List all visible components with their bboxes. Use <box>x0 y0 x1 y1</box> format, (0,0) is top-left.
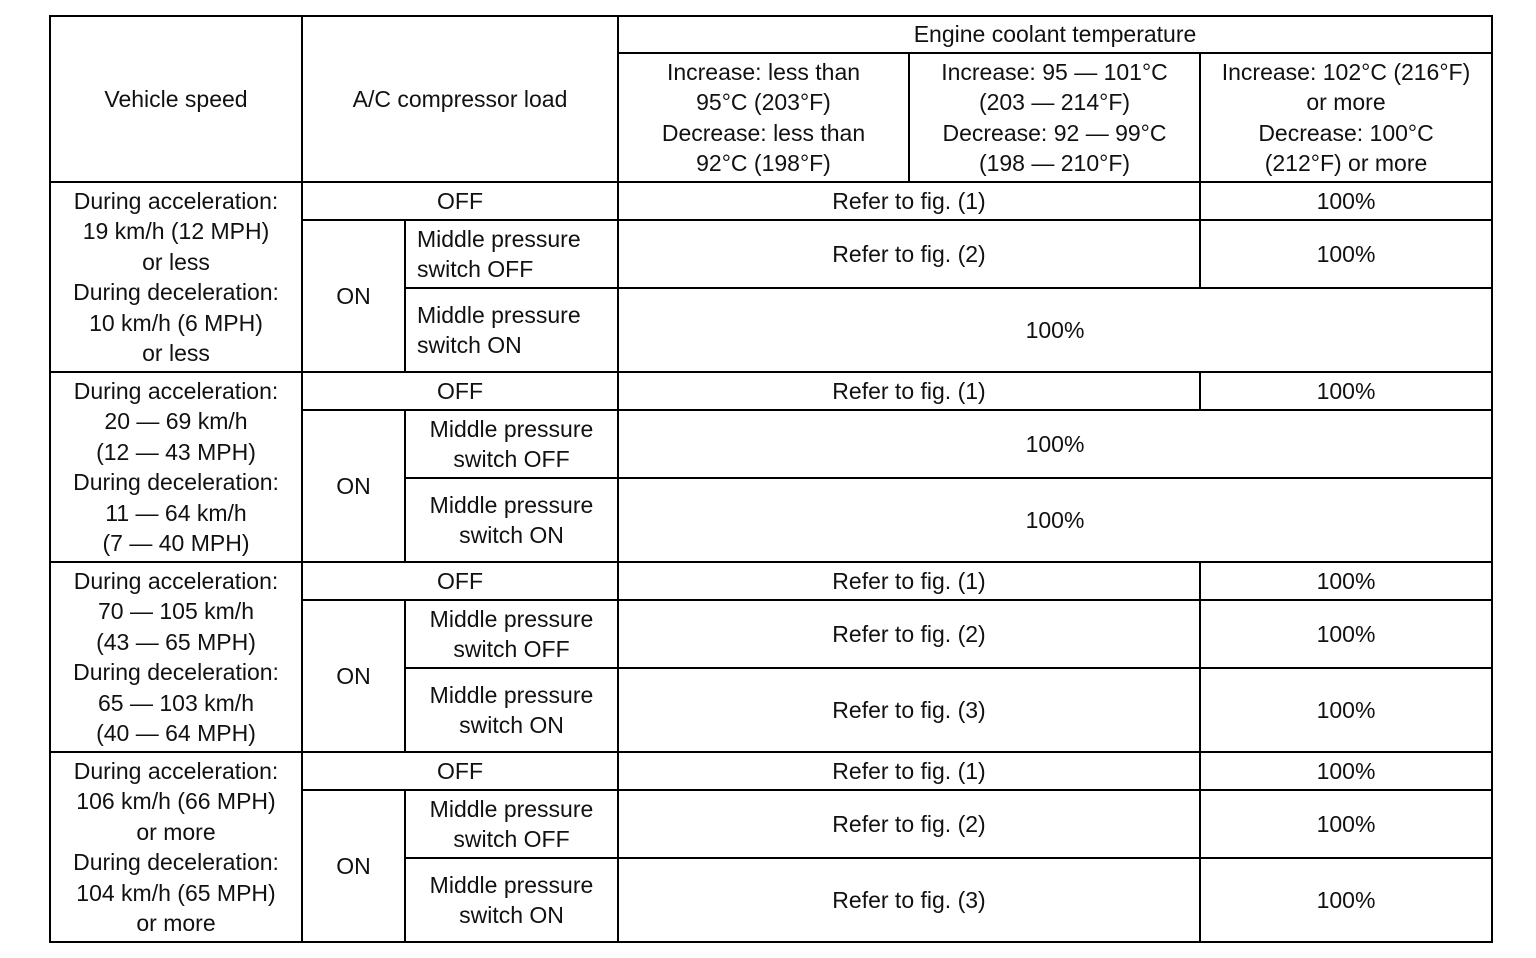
header-temp-range-mid: Increase: 95 — 101°C (203 — 214°F) Decrease: 92 — 99°C (198 — 210°F) <box>909 53 1200 182</box>
fan-duty-cell: 100% <box>618 478 1492 562</box>
middle-pressure-switch-cell: Middle pressure switch ON <box>405 858 618 942</box>
table-row <box>50 372 1492 410</box>
fan-duty-cell: 100% <box>1200 372 1492 410</box>
fan-duty-cell: Refer to fig. (1) <box>618 562 1200 600</box>
middle-pressure-switch-cell: Middle pressure switch ON <box>405 288 618 372</box>
vehicle-speed-cell: During acceleration: 20 — 69 km/h (12 — 43 MPH) During deceleration: 11 — 64 km/h (7 — 40 MPH) <box>50 372 302 562</box>
ac-off-cell: OFF <box>302 182 618 220</box>
header-temp-range-high: Increase: 102°C (216°F) or more Decrease: 100°C (212°F) or more <box>1200 53 1492 182</box>
fan-duty-cell: 100% <box>618 410 1492 478</box>
header-ac-compressor-load: A/C compressor load <box>302 16 618 182</box>
fan-duty-cell: Refer to fig. (3) <box>618 858 1200 942</box>
ac-off-cell: OFF <box>302 752 618 790</box>
fan-duty-cell: Refer to fig. (2) <box>618 220 1200 288</box>
middle-pressure-switch-cell: Middle pressure switch ON <box>405 668 618 752</box>
fan-duty-cell: 100% <box>1200 562 1492 600</box>
table-row <box>50 562 1492 600</box>
vehicle-speed-cell: During acceleration: 70 — 105 km/h (43 — 65 MPH) During deceleration: 65 — 103 km/h (40 — 64 MPH) <box>50 562 302 752</box>
fan-duty-cell: 100% <box>1200 858 1492 942</box>
fan-duty-cell: 100% <box>1200 668 1492 752</box>
middle-pressure-switch-cell: Middle pressure switch OFF <box>405 410 618 478</box>
vehicle-speed-cell: During acceleration: 19 km/h (12 MPH) or less During deceleration: 10 km/h (6 MPH) or less <box>50 182 302 372</box>
fan-duty-cell: 100% <box>618 288 1492 372</box>
table-row <box>50 182 1492 220</box>
header-vehicle-speed: Vehicle speed <box>50 16 302 182</box>
middle-pressure-switch-cell: Middle pressure switch OFF <box>405 790 618 858</box>
fan-duty-cell: Refer to fig. (1) <box>618 182 1200 220</box>
ac-on-cell: ON <box>302 790 405 942</box>
table-row <box>50 752 1492 790</box>
fan-duty-cell: Refer to fig. (1) <box>618 752 1200 790</box>
header-temp-range-low: Increase: less than 95°C (203°F) Decrease: less than 92°C (198°F) <box>618 53 909 182</box>
ac-on-cell: ON <box>302 600 405 752</box>
fan-duty-cell: 100% <box>1200 600 1492 668</box>
middle-pressure-switch-cell: Middle pressure switch OFF <box>405 600 618 668</box>
fan-duty-cell: 100% <box>1200 752 1492 790</box>
middle-pressure-switch-cell: Middle pressure switch OFF <box>405 220 618 288</box>
ac-on-cell: ON <box>302 220 405 372</box>
fan-duty-cell: 100% <box>1200 182 1492 220</box>
ac-on-cell: ON <box>302 410 405 562</box>
fan-duty-cell: 100% <box>1200 790 1492 858</box>
header-engine-coolant-temperature: Engine coolant temperature <box>618 16 1492 53</box>
ac-off-cell: OFF <box>302 562 618 600</box>
fan-duty-cell: Refer to fig. (3) <box>618 668 1200 752</box>
vehicle-speed-cell: During acceleration: 106 km/h (66 MPH) or more During deceleration: 104 km/h (65 MPH) or more <box>50 752 302 942</box>
fan-control-table <box>49 15 1493 943</box>
middle-pressure-switch-cell: Middle pressure switch ON <box>405 478 618 562</box>
fan-duty-cell: Refer to fig. (2) <box>618 600 1200 668</box>
ac-off-cell: OFF <box>302 372 618 410</box>
fan-duty-cell: 100% <box>1200 220 1492 288</box>
fan-duty-cell: Refer to fig. (1) <box>618 372 1200 410</box>
fan-duty-cell: Refer to fig. (2) <box>618 790 1200 858</box>
